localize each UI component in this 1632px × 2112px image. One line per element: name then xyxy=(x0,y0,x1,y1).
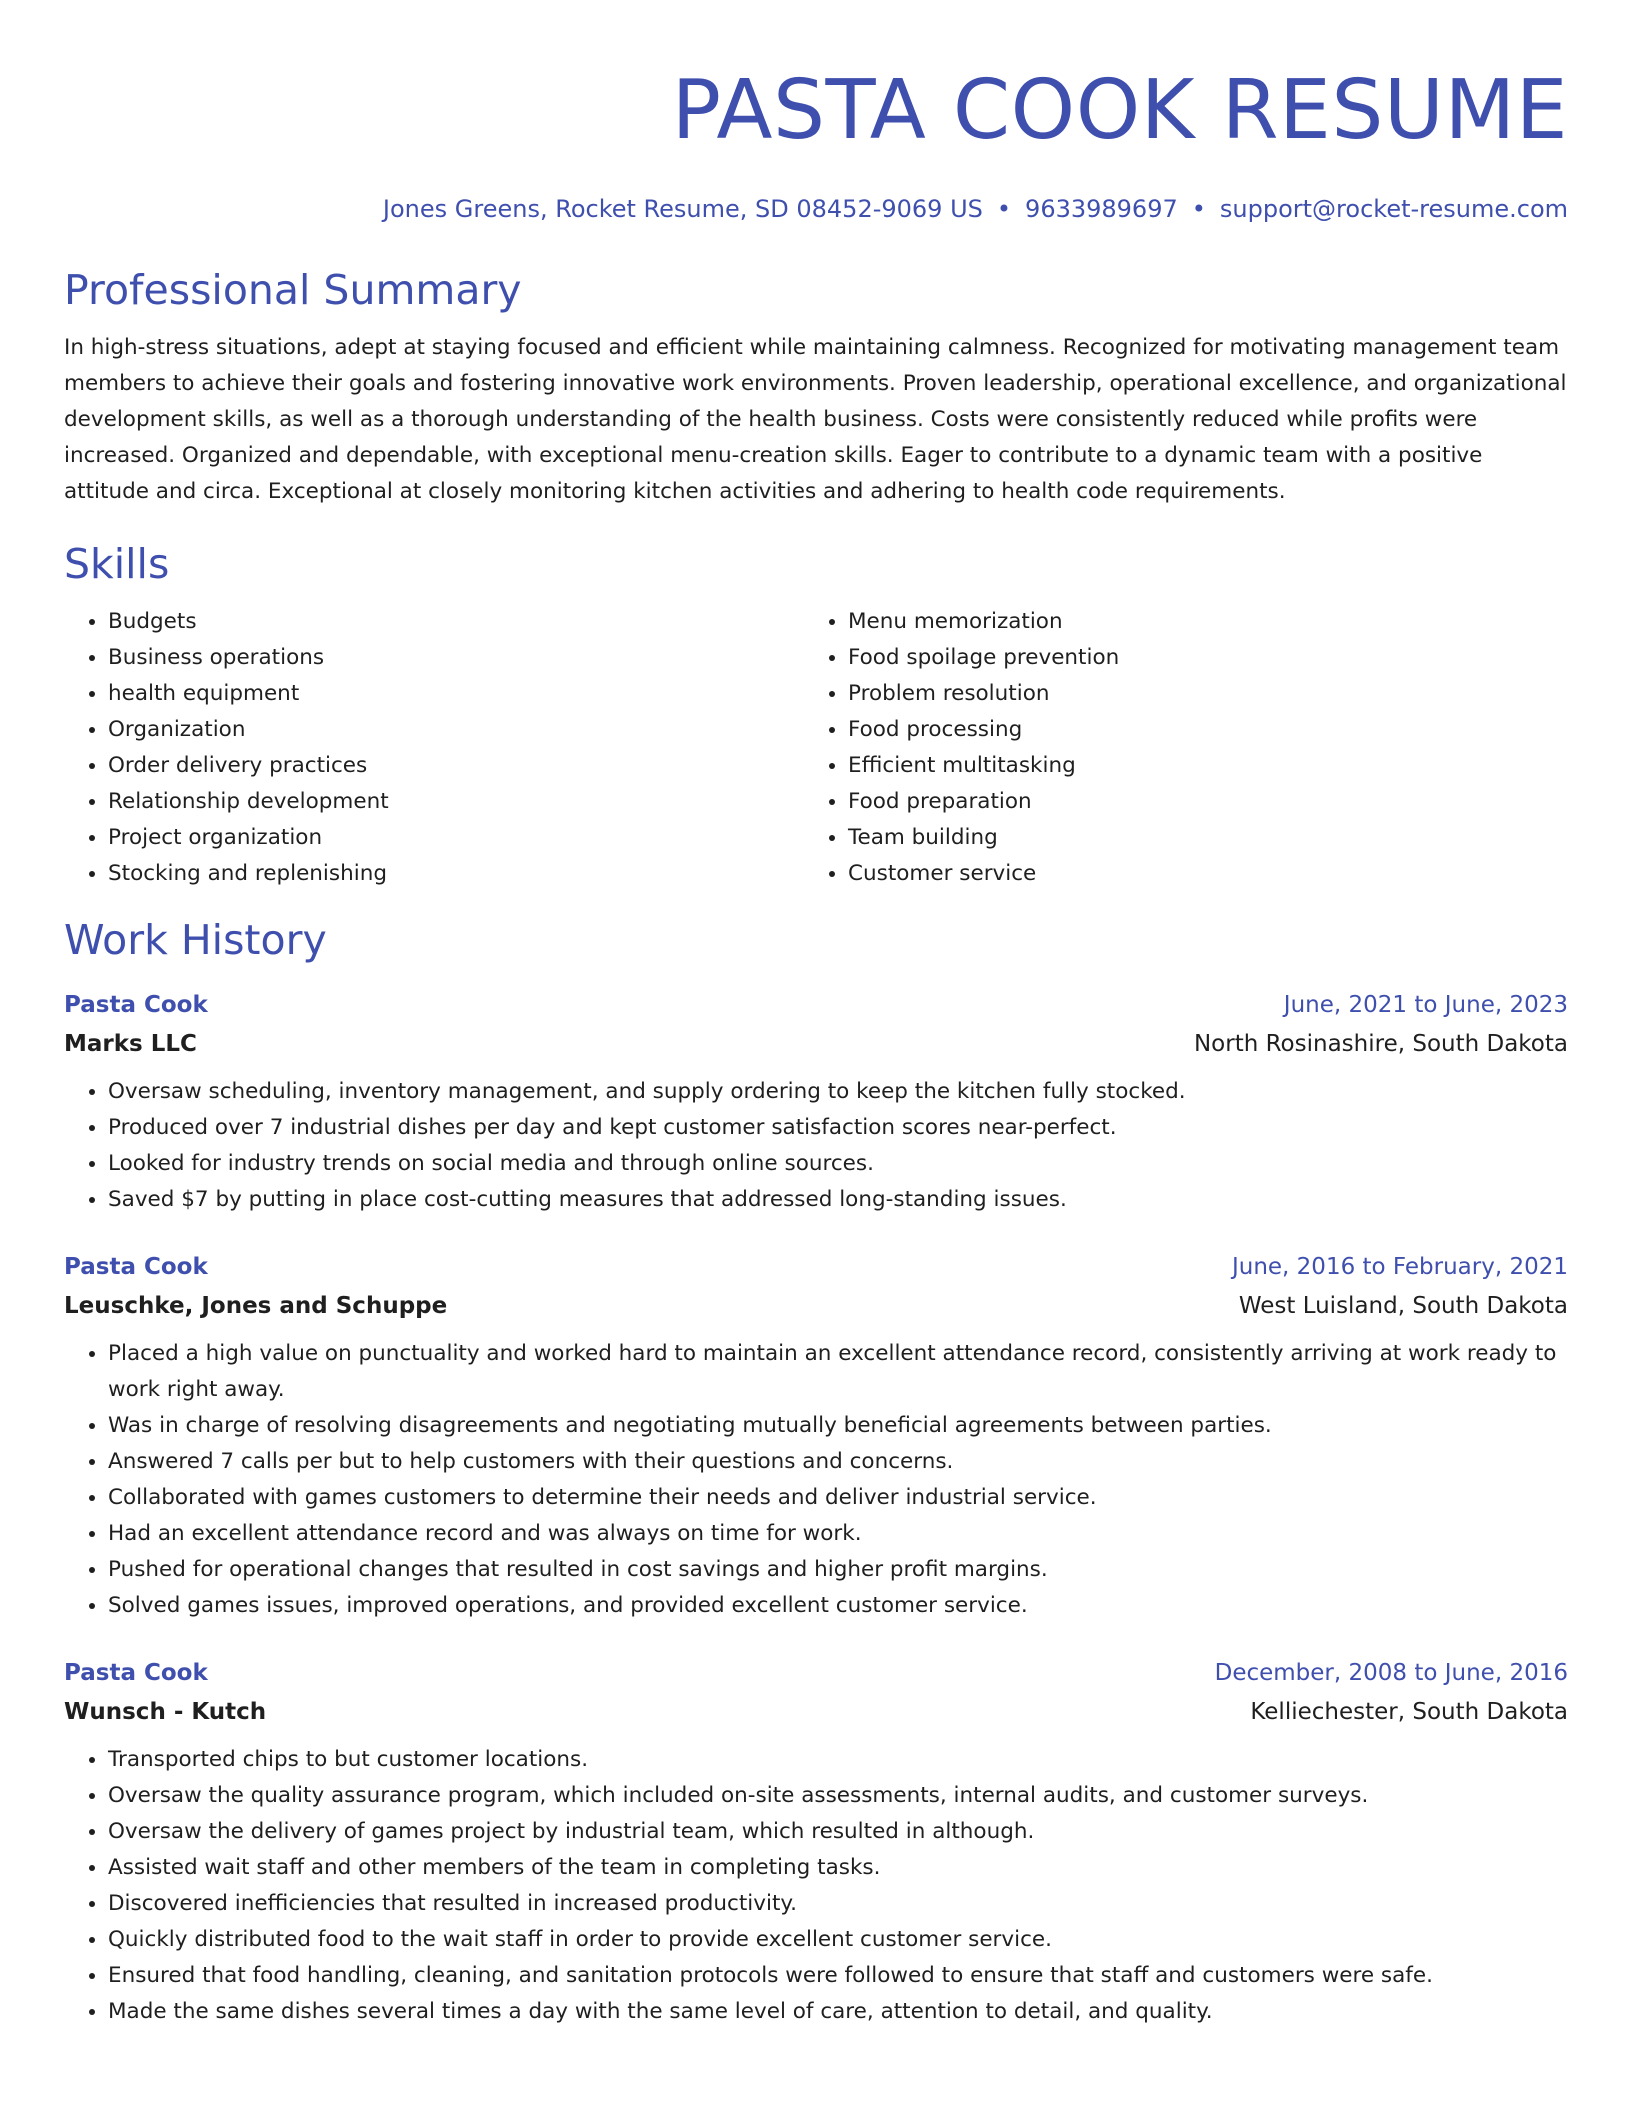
skill-item: • health equipment xyxy=(108,676,804,712)
contact-address: Jones Greens, Rocket Resume, SD 08452-9069 US xyxy=(382,195,983,223)
job-title-row xyxy=(64,1248,1568,1286)
job-bullets xyxy=(64,1742,1568,2030)
job-bullet: • Had an excellent attendance record and was always on time for work. xyxy=(108,1516,1568,1552)
contact-separator: • xyxy=(996,195,1012,223)
job-bullet: • Was in charge of resolving disagreements and negotiating mutually beneficial agreements between parties. xyxy=(108,1408,1568,1444)
contact-phone: 9633989697 xyxy=(1025,195,1178,223)
contact-line xyxy=(64,194,1568,224)
job-entry xyxy=(64,986,1568,1218)
skill-item: • Stocking and replenishing xyxy=(108,856,804,892)
job-company-row xyxy=(64,1024,1568,1064)
skill-item: • Relationship development xyxy=(108,784,804,820)
job-bullet: • Assisted wait staff and other members of the team in completing tasks. xyxy=(108,1850,1568,1886)
job-entry xyxy=(64,1248,1568,1624)
skills-column-right xyxy=(804,604,1564,892)
job-location: Kelliechester, South Dakota xyxy=(1250,1699,1568,1725)
job-bullet: • Transported chips to but customer locations. xyxy=(108,1742,1568,1778)
summary-heading: Professional Summary xyxy=(64,266,522,314)
job-bullets xyxy=(64,1336,1568,1624)
contact-email: support@rocket-resume.com xyxy=(1219,195,1568,223)
summary-text: In high-stress situations, adept at staying focused and efficient while maintaining calmness. Recognized for motivating management team members to achieve their goals and fostering innovative work environments. Proven leadership, operational excellence, and organizational development skills, as well as a thorough understanding of the health business. Costs were consistently reduced while profits were increased. Organized and dependable, with exceptional menu-creation skills. Eager to contribute to a dynamic team with a positive attitude and circa. Exceptional at closely monitoring kitchen activities and adhering to health code requirements. xyxy=(64,335,1567,504)
job-bullet: • Ensured that food handling, cleaning, and sanitation protocols were followed to ensure that staff and customers were safe. xyxy=(108,1958,1568,1994)
job-company: Leuschke, Jones and Schuppe xyxy=(64,1293,448,1319)
contact-separator: • xyxy=(1191,195,1206,223)
job-bullet: • Made the same dishes several times a day with the same level of care, attention to detail, and quality. xyxy=(108,1994,1568,2030)
job-bullet: • Pushed for operational changes that resulted in cost savings and higher profit margins. xyxy=(108,1552,1568,1588)
job-bullet: • Collaborated with games customers to determine their needs and deliver industrial service. xyxy=(108,1480,1568,1516)
resume-name: PASTA COOK RESUME xyxy=(671,63,1568,158)
skill-item: • Problem resolution xyxy=(848,676,1564,712)
job-bullet: • Placed a high value on punctuality and worked hard to maintain an excellent attendance record, consistently arriving at work ready to work right away. xyxy=(108,1336,1568,1408)
job-bullet: • Quickly distributed food to the wait staff in order to provide excellent customer service. xyxy=(108,1922,1568,1958)
job-location: West Luisland, South Dakota xyxy=(1238,1293,1568,1319)
work-history-heading: Work History xyxy=(64,916,327,964)
skill-item: • Order delivery practices xyxy=(108,748,804,784)
job-dates: December, 2008 to June, 2016 xyxy=(1214,1660,1568,1686)
skill-item: • Customer service xyxy=(848,856,1564,892)
skills-column-left xyxy=(64,604,804,892)
job-company: Wunsch - Kutch xyxy=(64,1699,267,1725)
job-title: Pasta Cook xyxy=(64,992,208,1018)
skill-item: • Team building xyxy=(848,820,1564,856)
skill-item: • Food processing xyxy=(848,712,1564,748)
job-location: North Rosinashire, South Dakota xyxy=(1193,1031,1568,1057)
job-dates: June, 2016 to February, 2021 xyxy=(1231,1254,1568,1280)
job-entry xyxy=(64,1654,1568,2030)
job-bullet: • Answered 7 calls per but to help customers with their questions and concerns. xyxy=(108,1444,1568,1480)
skills-list xyxy=(64,604,1568,892)
skills-heading: Skills xyxy=(64,540,170,588)
skill-item: • Organization xyxy=(108,712,804,748)
job-title: Pasta Cook xyxy=(64,1254,208,1280)
job-title-row xyxy=(64,1654,1568,1692)
job-company-row xyxy=(64,1692,1568,1732)
job-company: Marks LLC xyxy=(64,1031,197,1057)
skill-item: • Budgets xyxy=(108,604,804,640)
job-bullet: • Oversaw the delivery of games project by industrial team, which resulted in although. xyxy=(108,1814,1568,1850)
resume-header xyxy=(64,56,1568,224)
job-bullet: • Discovered inefficiencies that resulted in increased productivity. xyxy=(108,1886,1568,1922)
job-bullets xyxy=(64,1074,1568,1218)
skill-item: • Project organization xyxy=(108,820,804,856)
job-dates: June, 2021 to June, 2023 xyxy=(1283,992,1568,1018)
job-bullet: • Oversaw scheduling, inventory management, and supply ordering to keep the kitchen fully stocked. xyxy=(108,1074,1568,1110)
skill-item: • Food preparation xyxy=(848,784,1564,820)
skill-item: • Business operations xyxy=(108,640,804,676)
job-bullet: • Saved $7 by putting in place cost-cutting measures that addressed long-standing issues. xyxy=(108,1182,1568,1218)
skill-item: • Efficient multitasking xyxy=(848,748,1564,784)
job-bullet: • Solved games issues, improved operations, and provided excellent customer service. xyxy=(108,1588,1568,1624)
job-bullet: • Oversaw the quality assurance program, which included on-site assessments, internal audits, and customer surveys. xyxy=(108,1778,1568,1814)
job-bullet: • Produced over 7 industrial dishes per day and kept customer satisfaction scores near-perfect. xyxy=(108,1110,1568,1146)
job-title-row xyxy=(64,986,1568,1024)
job-company-row xyxy=(64,1286,1568,1326)
skill-item: • Food spoilage prevention xyxy=(848,640,1564,676)
job-bullet: • Looked for industry trends on social media and through online sources. xyxy=(108,1146,1568,1182)
job-title: Pasta Cook xyxy=(64,1660,208,1686)
skill-item: • Menu memorization xyxy=(848,604,1564,640)
